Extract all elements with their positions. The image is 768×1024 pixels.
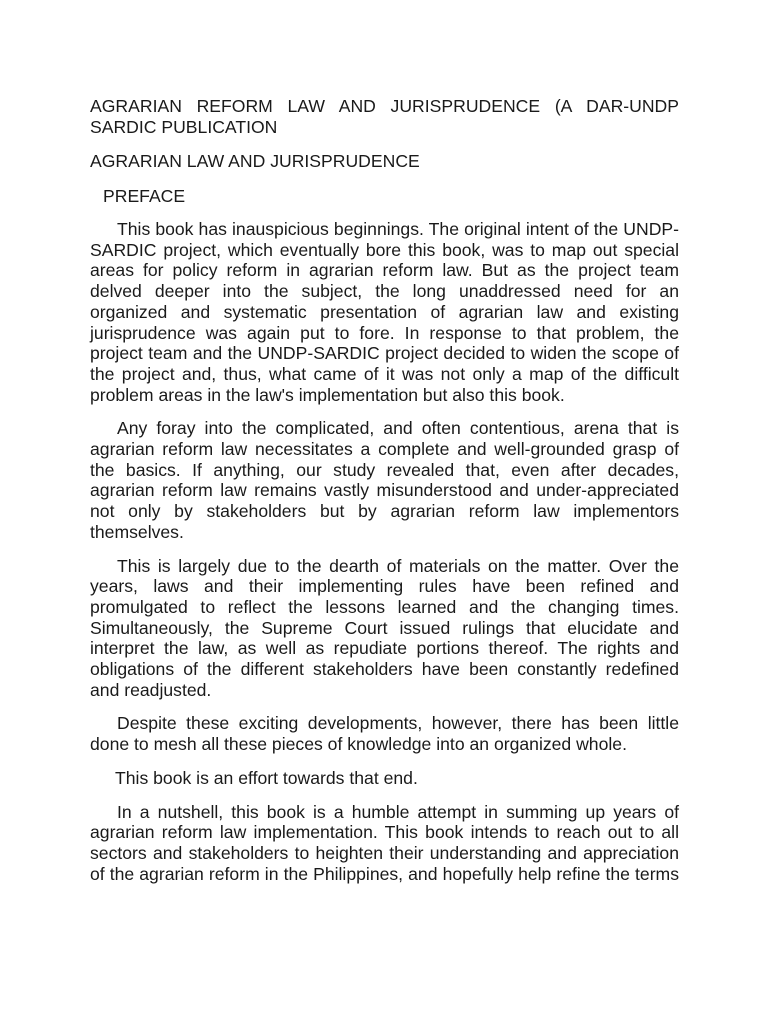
paragraph-4: Despite these exciting developments, however, there has been little done to mesh all these pieces of knowledge into an organized whole.	[90, 713, 679, 755]
paragraph-2: Any foray into the complicated, and often contentious, arena that is agrarian reform law necessitates a complete and well-grounded grasp of the basics. If anything, our study revealed that, even after decades, agrarian reform law remains vastly misunderstood and under-appreciated not only by stakeholders but by agrarian reform law implementors themselves.	[90, 418, 679, 542]
paragraph-6: In a nutshell, this book is a humble attempt in summing up years of agrarian reform law implementation. This book intends to reach out to all sectors and stakeholders to heighten their understanding and appreciation of the agrarian reform in the Philippines, and hopefully help refine the terms	[90, 801, 679, 884]
document-title: AGRARIAN REFORM LAW AND JURISPRUDENCE (A DAR-UNDP SARDIC PUBLICATION	[90, 96, 679, 137]
document-page	[90, 96, 679, 884]
paragraph-5: This book is an effort towards that end.	[115, 767, 418, 788]
paragraph-1: This book has inauspicious beginnings. The original intent of the UNDP-SARDIC project, which eventually bore this book, was to map out special areas for policy reform in agrarian reform law. But as the project team delved deeper into the subject, the long unaddressed need for an organized and systematic presentation of agrarian law and existing jurisprudence was again put to fore. In response to that problem, the project team and the UNDP-SARDIC project decided to widen the scope of the project and, thus, what came of it was not only a map of the difficult problem areas in the law's implementation but also this book.	[90, 219, 679, 405]
document-subtitle: AGRARIAN LAW AND JURISPRUDENCE	[90, 151, 420, 171]
section-heading-preface: PREFACE	[103, 186, 186, 206]
paragraph-3: This is largely due to the dearth of materials on the matter. Over the years, laws and their implementing rules have been refined and promulgated to reflect the lessons learned and the changing times. Simultaneously, the Supreme Court issued rulings that elucidate and interpret the law, as well as repudiate portions thereof. The rights and obligations of the different stakeholders have been constantly redefined and readjusted.	[90, 555, 679, 700]
